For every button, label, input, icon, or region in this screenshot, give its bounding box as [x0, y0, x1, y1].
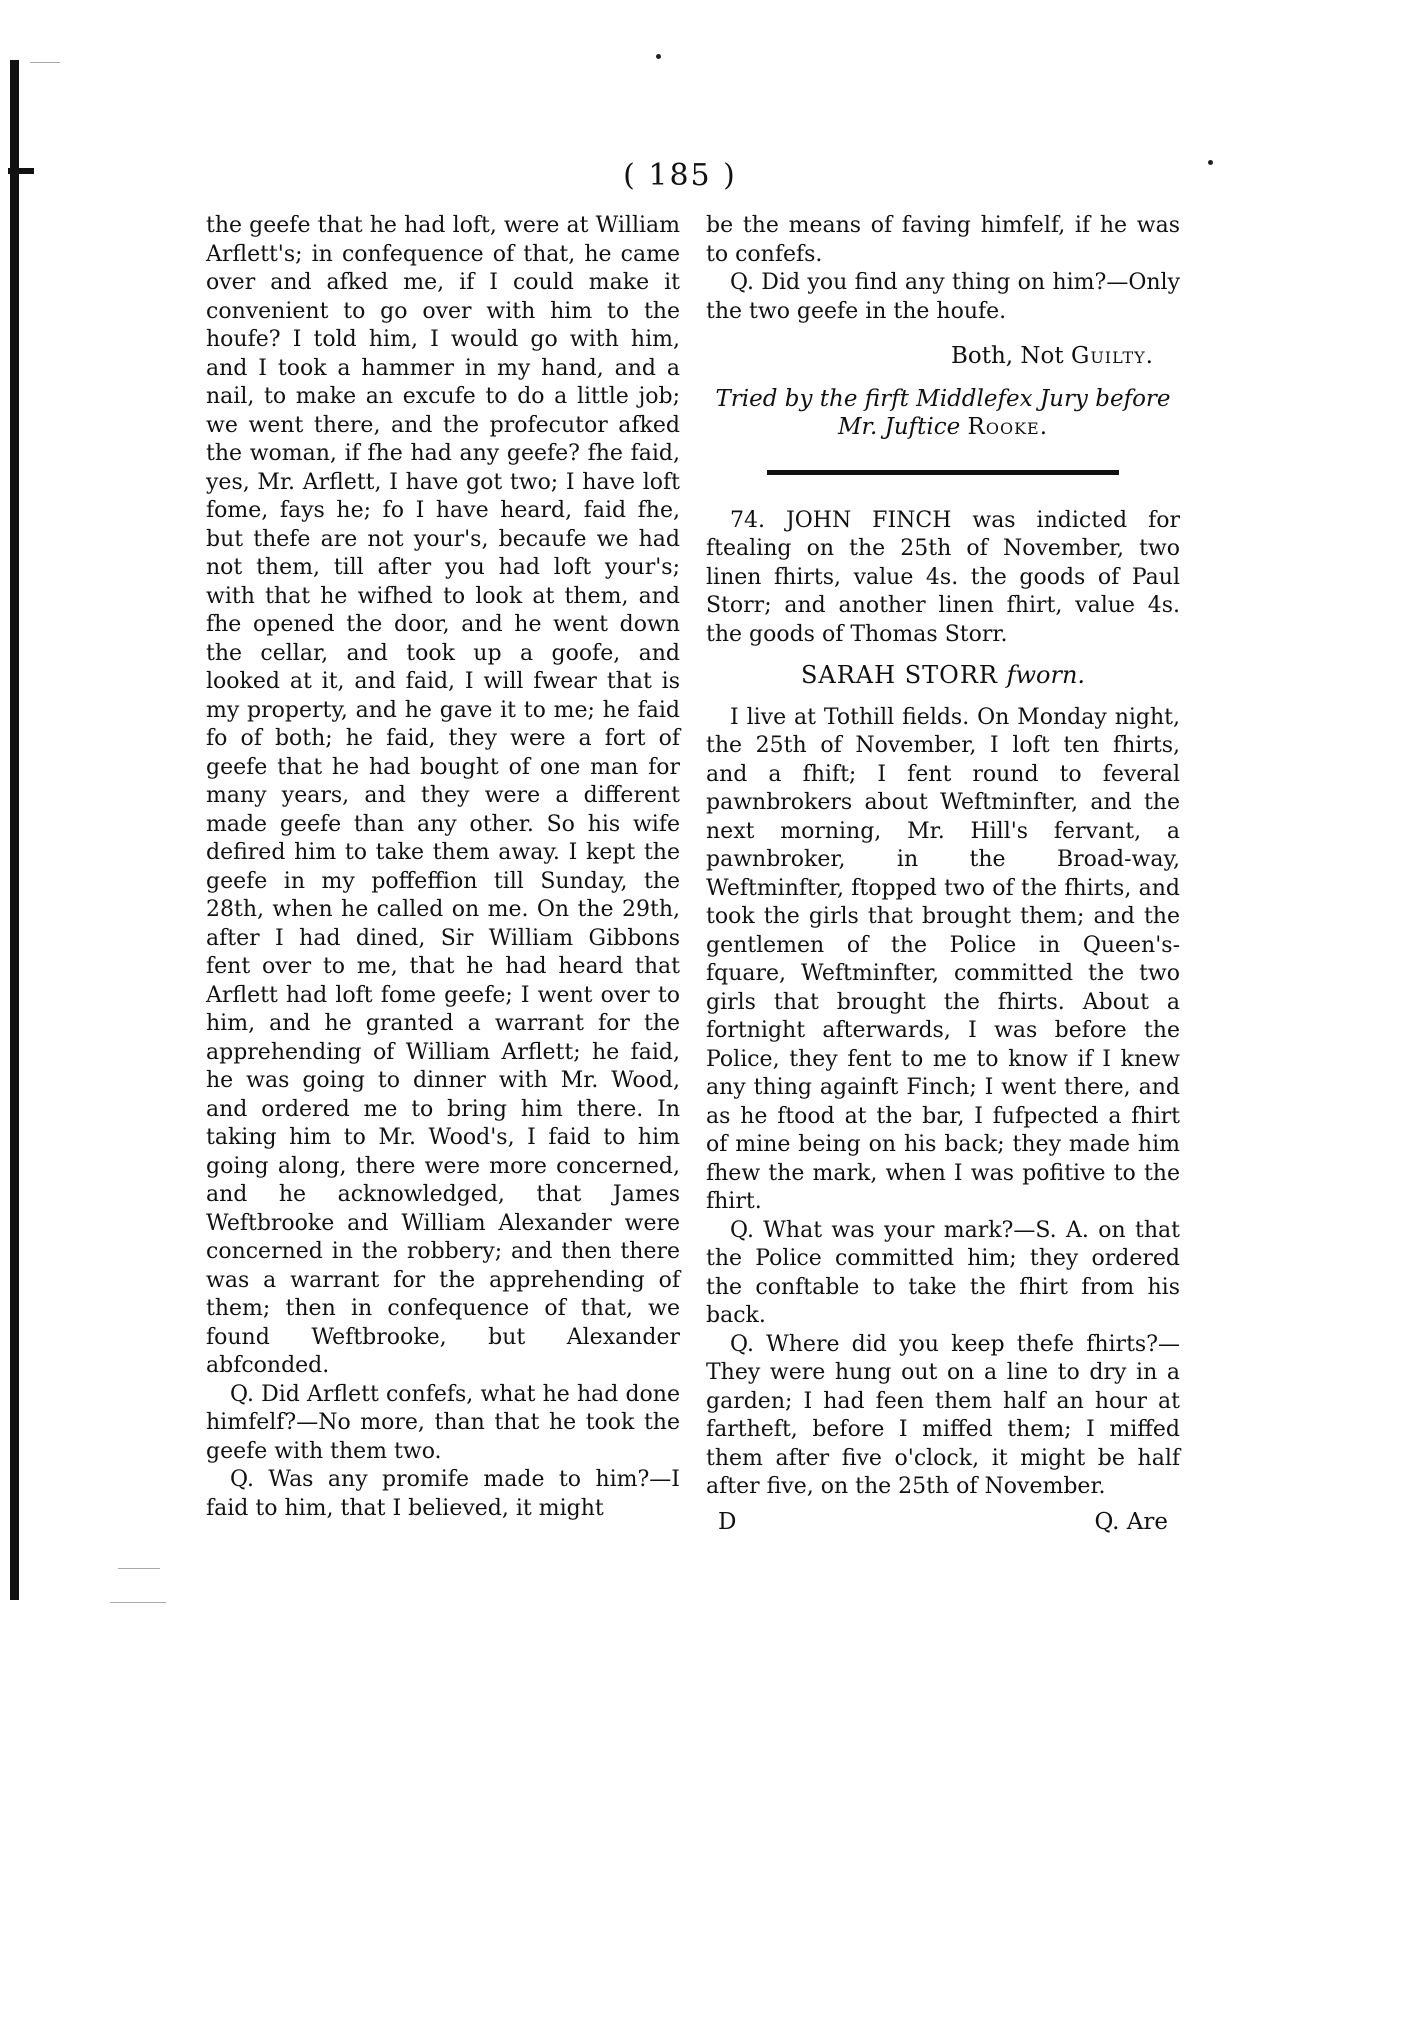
- witness-sworn: fworn.: [1006, 661, 1086, 689]
- question-paragraph: Q. Did you find any thing on him?—Only the two geefe in the houfe.: [706, 270, 1180, 324]
- scan-artifact: [110, 1602, 166, 1603]
- verdict-word: Guilty.: [1070, 343, 1154, 369]
- left-column: [206, 212, 680, 1523]
- right-column: [706, 212, 1180, 1536]
- court-line-1: Tried by the firft Middlefex Jury before: [715, 385, 1171, 412]
- section-rule: [767, 470, 1119, 475]
- binding-mark: [8, 168, 34, 174]
- testimony-paragraph: be the means of faving himfelf, if he was to confefs.: [706, 213, 1180, 267]
- catchword: Q. Are: [1094, 1508, 1168, 1535]
- verdict-prefix: Both, Not: [950, 343, 1064, 369]
- ink-speck: [1208, 160, 1213, 165]
- question-paragraph: Q. Did Arflett confefs, what he had done himfelf?—No more, than that he took the geefe with them two.: [206, 1381, 680, 1464]
- verdict: [706, 342, 1154, 371]
- signature-mark: D: [718, 1508, 737, 1535]
- ink-speck: [656, 54, 661, 59]
- testimony-paragraph: I live at Tothill fields. On Monday night, the 25th of November, I loft ten fhirts, and a fhift; I fent round to feveral pawnbrokers about Weftminfter, and the next morning, Mr. Hill's fervant, a pawnbroker, in the Broad-way, Weftminfter, ftopped two of the fhirts, and took the girls that brought them; and the gentlemen of the Police in Queen's-fquare, Weftminfter, committed the two girls that brought the fhirts. About a fortnight afterwards, I was before the Police, they fent to me to know if I knew any thing againft Finch; I went there, and as he ftood at the bar, I fufpected a fhirt of mine being on his back; they made him fhew the mark, when I was pofitive to the fhirt.: [706, 704, 1180, 1214]
- scan-artifact: [30, 62, 60, 63]
- question-paragraph: Q. Was any promife made to him?—I faid to him, that I believed, it might: [206, 1467, 680, 1521]
- witness-name: SARAH STORR: [800, 661, 998, 689]
- court-line-2: [706, 413, 1180, 442]
- witness-heading: [706, 661, 1180, 690]
- scan-artifact: [118, 1568, 160, 1569]
- case-intro: 74. JOHN FINCH was indicted for ftealing on the 25th of November, two linen fhirts, value 4s. the goods of Paul Storr; and another linen fhirt, value 4s. the goods of Thomas Storr.: [706, 507, 1180, 647]
- testimony-paragraph: the geefe that he had loft, were at William Arflett's; in confequence of that, he came over and afked me, if I could make it convenient to go over with him to the houfe? I told him, I would go with him, and I took a hammer in my hand, and a nail, to make an excufe to do a little job; we went there, and the profecutor afked the woman, if fhe had any geefe? fhe faid, yes, Mr. Arflett, I have got two; I have loft fome, fays he; fo I have heard, faid fhe, but thefe are not your's, becaufe we had not them, till after you had loft your's; with that he wifhed to look at them, and fhe opened the door, and he went down the cellar, and took up a goofe, and looked at it, and faid, I will fwear that is my property, and he gave it to me; he faid fo of both; he faid, they were a fort of geefe that he had bought of one man for many years, and they were a different made geefe than any other. So his wife defired him to take them away. I kept the geefe in my poffeffion till Sunday, the 28th, when he called on me. On the 29th, after I had dined, Sir William Gibbons fent over to me, that he had heard that Arflett had loft fome geefe; I went over to him, and he granted a warrant for the apprehending of William Arflett; he faid, he was going to dinner with Mr. Wood, and ordered me to bring him there. In taking him to Mr. Wood's, I faid to him going along, there were more concerned, and he acknowledged, that James Weftbrooke and William Alexander were concerned in the robbery; and then there was a warrant for the apprehending of them; then in confequence of that, we found Weftbrooke, but Alexander abfconded.: [206, 213, 680, 1378]
- question-paragraph: Q. What was your mark?—S. A. on that the Police committed him; they ordered the conftable to take the fhirt from his back.: [706, 1217, 1180, 1328]
- page-footer: [706, 1508, 1180, 1537]
- question-paragraph: Q. Where did you keep thefe fhirts?—They were hung out on a line to dry in a garden; I had feen them half an hour at fartheft, before I miffed them; I miffed them after five o'clock, it might be half after five, on the 25th of November.: [706, 1331, 1180, 1499]
- judge-name: Rooke.: [967, 414, 1049, 440]
- binding-edge: [10, 60, 19, 1600]
- page-number: ( 185 ): [623, 158, 737, 193]
- court-title: Mr. Juftice: [837, 414, 961, 440]
